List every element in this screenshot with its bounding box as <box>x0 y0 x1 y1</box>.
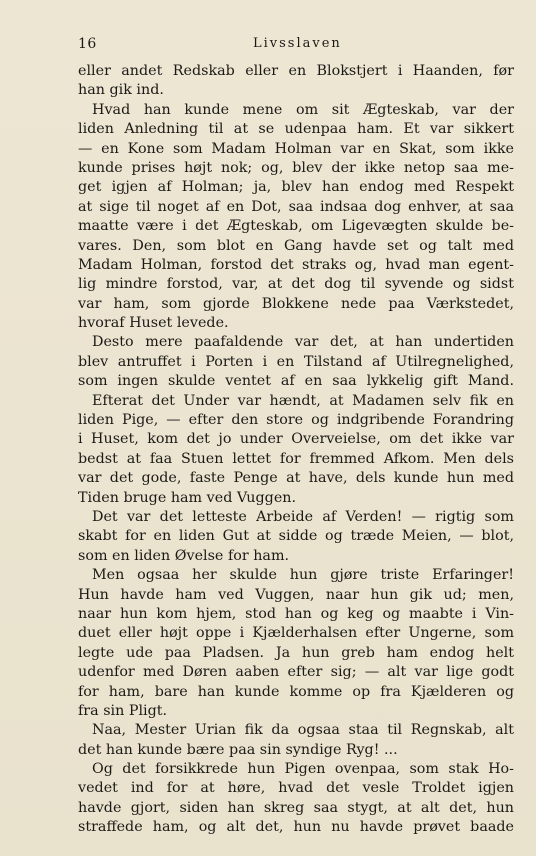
text-line: som ingen skulde ventet af en saa lykkelig gift Mand. <box>78 373 514 390</box>
text-line: duet eller højt oppe i Kjælderhalsen efter Ungerne, som <box>78 625 514 642</box>
text-line: fra sin Pligt. <box>78 702 168 719</box>
text-line: Hun havde ham ved Vuggen, naar hun gik ud; men, <box>78 586 514 603</box>
text-line: Og det forsikkrede hun Pigen ovenpaa, som stak Ho- <box>92 761 514 778</box>
text-line: var ham, som gjorde Blokkene nede paa Værkstedet, <box>78 295 514 312</box>
text-line: han gik ind. <box>78 82 164 99</box>
running-title: Livsslaven <box>253 36 342 51</box>
text-line: bedst at faa Stuen lettet for fremmed Afkom. Men dels <box>78 450 514 467</box>
text-line: Madam Holman, forstod det straks og, hvad man egent- <box>78 256 514 273</box>
text-line: maatte være i det Ægteskab, om Ligevægten skulde be- <box>78 218 514 235</box>
text-line: eller andet Redskab eller en Blokstjert i Haanden, før <box>78 63 514 79</box>
text-line: udenfor med Døren aaben efter sig; — alt var lige godt <box>78 664 514 681</box>
page-number: 16 <box>78 36 97 52</box>
text-line: i Huset, kom det jo under Overveielse, om det ikke var <box>78 431 514 448</box>
text-line: straffede ham, og alt det, hun nu havde prøvet baade <box>78 819 514 836</box>
text-line: Tiden bruge ham ved Vuggen. <box>78 489 297 506</box>
text-line: som en liden Øvelse for ham. <box>78 547 290 564</box>
text-line: Desto mere paafaldende var det, at han undertiden <box>92 334 514 351</box>
text-line: det han kunde bære paa sin syndige Ryg! ... <box>78 741 398 758</box>
running-header <box>78 36 514 54</box>
text-line: vares. Den, som blot en Gang havde set og talt med <box>78 237 514 254</box>
text-line: hvoraf Huset levede. <box>78 315 229 332</box>
text-line: Naa, Mester Urian fik da ogsaa staa til Regnskab, alt <box>92 722 514 739</box>
text-line: lig mindre forstod, var, at det dog til syvende og sidst <box>78 276 514 293</box>
text-line: naar hun kom hjem, stod han og keg og maabte i Vin- <box>78 605 514 622</box>
text-line: blev antruffet i Porten i en Tilstand af Utilregnelighed, <box>78 353 514 370</box>
text-line: Men ogsaa her skulde hun gjøre triste Erfaringer! <box>92 567 514 584</box>
text-line: at sige til noget af en Dot, saa indsaa dog enhver, at saa <box>78 198 514 215</box>
text-line: Efterat det Under var hændt, at Madamen selv fik en <box>92 392 514 409</box>
text-line: Det var det letteste Arbeide af Verden! — rigtig som <box>92 508 514 525</box>
text-line: var det gode, faste Penge at have, dels kunde hun med <box>78 470 514 487</box>
text-line: legte ude paa Pladsen. Ja hun greb ham endog helt <box>78 644 514 661</box>
text-line: liden Pige, — efter den store og indgribende Forandring <box>78 412 514 429</box>
text-line: liden Anledning til at se udenpaa ham. Et var sikkert <box>78 121 514 138</box>
text-line: havde gjort, siden han skreg saa stygt, at alt det, hun <box>78 799 514 816</box>
text-line: — en Kone som Madam Holman var en Skat, som ikke <box>78 140 514 157</box>
text-line: kunde prises højt nok; og, blev der ikke netop saa me- <box>78 159 514 176</box>
text-line: get igjen af Holman; ja, blev han endog med Respekt <box>78 179 514 196</box>
text-line: for ham, bare han kunde komme op fra Kjælderen og <box>78 683 514 700</box>
text-line: Hvad han kunde mene om sit Ægteskab, var der <box>92 101 514 118</box>
body-text <box>78 62 514 838</box>
text-line: skabt for en liden Gut at sidde og træde Meien, — blot, <box>78 528 514 545</box>
text-line: vedet ind for at høre, hvad det vesle Troldet igjen <box>78 780 514 797</box>
